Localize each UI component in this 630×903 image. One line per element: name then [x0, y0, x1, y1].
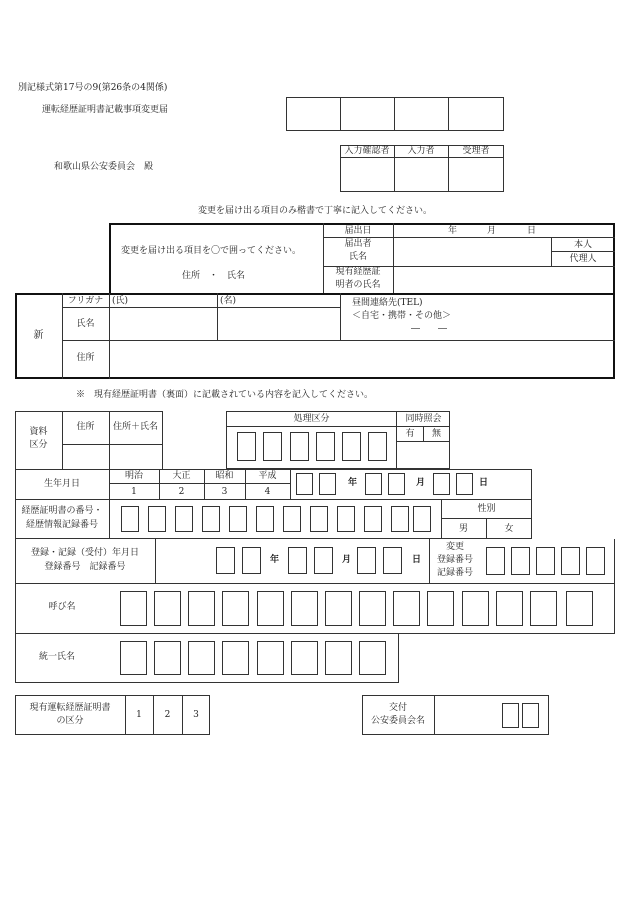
change-number-box[interactable] — [536, 547, 555, 575]
era-heisei: 平成 — [258, 471, 277, 481]
self-option[interactable]: 本人 — [573, 240, 592, 250]
process-label: 処理区分 — [293, 414, 330, 424]
circle-instruction: 変更を届け出る項目を〇で囲ってください。 — [121, 246, 302, 256]
contact-dashes: ― ― — [411, 324, 448, 334]
filer-label-1: 届出者 — [344, 239, 372, 249]
registration-year-box[interactable] — [242, 547, 261, 574]
address-label: 住所 — [76, 353, 95, 363]
birth-day-box[interactable] — [433, 473, 450, 495]
cert-number-box[interactable] — [202, 506, 220, 532]
yobina-box[interactable] — [496, 591, 523, 626]
birth-day-unit: 日 — [479, 478, 489, 488]
agent-option[interactable]: 代理人 — [569, 254, 597, 264]
unified-name-box[interactable] — [154, 641, 181, 675]
issuer-box-field[interactable] — [522, 703, 539, 728]
change-registration-label: 登録番号 — [436, 555, 473, 565]
unified-name-box[interactable] — [222, 641, 249, 675]
yobina-box[interactable] — [325, 591, 352, 626]
yobina-box[interactable] — [359, 591, 386, 626]
registration-day-box[interactable] — [357, 547, 376, 574]
change-number-box[interactable] — [486, 547, 505, 575]
unified-name-box[interactable] — [359, 641, 386, 675]
era-code-3[interactable]: 3 — [221, 487, 228, 497]
era-showa: 昭和 — [215, 471, 234, 481]
notice-back: ※ 現有経歴証明書（裏面）に記載されている内容を記入してください。 — [76, 390, 374, 400]
unified-name-box[interactable] — [291, 641, 318, 675]
cert-number-box[interactable] — [337, 506, 355, 532]
gender-female[interactable]: 女 — [504, 524, 514, 534]
receiver-label: 受理者 — [462, 146, 490, 156]
change-items: 住所 ・ 氏名 — [182, 271, 246, 281]
cert-number-box[interactable] — [148, 506, 166, 532]
new-address-field[interactable] — [110, 341, 614, 378]
change-record-label: 記録番号 — [436, 568, 473, 578]
registration-year-box[interactable] — [216, 547, 235, 574]
simultaneous-label: 同時照会 — [405, 414, 442, 424]
birth-day-box[interactable] — [456, 473, 473, 495]
date-month-unit: 月 — [487, 226, 497, 236]
date-day-unit: 日 — [527, 226, 537, 236]
change-number-box[interactable] — [511, 547, 530, 575]
holder-label-2: 明者の氏名 — [335, 280, 381, 290]
date-year-unit: 年 — [448, 226, 458, 236]
birth-year-unit: 年 — [348, 478, 358, 488]
era-code-2[interactable]: 2 — [178, 487, 185, 497]
yobina-box[interactable] — [566, 591, 593, 626]
change-number-box[interactable] — [586, 547, 605, 575]
unified-name-box[interactable] — [188, 641, 215, 675]
cert-number-box[interactable] — [256, 506, 274, 532]
registration-day-unit: 日 — [412, 555, 422, 565]
given-name-field[interactable] — [218, 308, 339, 339]
material-label-1: 資料 — [29, 427, 48, 437]
yobina-box[interactable] — [393, 591, 420, 626]
registration-label-1: 登録・記録（受付）年月日 — [30, 548, 139, 558]
cert-number-box[interactable] — [364, 506, 382, 532]
registration-month-unit: 月 — [342, 555, 352, 565]
birth-month-box[interactable] — [388, 473, 405, 495]
process-box[interactable] — [237, 432, 256, 461]
yobina-box[interactable] — [154, 591, 181, 626]
yobina-box[interactable] — [257, 591, 284, 626]
issuer-label-2: 公安委員会名 — [370, 716, 425, 726]
cert-label-2: 経歴情報記録番号 — [25, 520, 98, 530]
birth-month-unit: 月 — [416, 478, 426, 488]
unified-name-box[interactable] — [325, 641, 352, 675]
gender-label: 性別 — [477, 504, 496, 514]
cert-label-1: 経歴証明書の番号・ — [21, 506, 103, 516]
yobina-box[interactable] — [120, 591, 147, 626]
instruction-top: 変更を届け出る項目のみ楷書で丁寧に記入してください。 — [197, 206, 432, 216]
birth-year-box[interactable] — [296, 473, 313, 495]
registration-month-box[interactable] — [288, 547, 307, 574]
surname-label: (氏) — [112, 296, 129, 306]
material-label-2: 区分 — [29, 440, 48, 450]
office-address-label: 住所 — [76, 422, 95, 432]
class-option-1[interactable]: 1 — [136, 710, 142, 720]
era-meiji: 明治 — [124, 471, 143, 481]
process-box[interactable] — [290, 432, 309, 461]
addressee: 和歌山県公安委員会 殿 — [54, 162, 154, 172]
unified-name-box[interactable] — [257, 641, 284, 675]
yobina-box[interactable] — [427, 591, 454, 626]
change-label: 変更 — [445, 542, 464, 552]
issuer-label-1: 交付 — [388, 703, 407, 713]
given-name-label: (名) — [220, 296, 237, 306]
gender-male[interactable]: 男 — [458, 524, 468, 534]
inputter-label: 入力者 — [407, 146, 435, 156]
new-side-label: 新 — [33, 330, 44, 341]
yobina-box[interactable] — [222, 591, 249, 626]
change-number-box[interactable] — [561, 547, 580, 575]
era-taisho: 大正 — [172, 471, 191, 481]
office-address-name-label: 住所＋氏名 — [112, 422, 158, 432]
cert-number-box[interactable] — [175, 506, 193, 532]
registration-label-2: 登録番号 記録番号 — [44, 562, 126, 572]
no-option[interactable]: 無 — [431, 429, 441, 439]
unified-name-box[interactable] — [120, 641, 147, 675]
registration-month-box[interactable] — [314, 547, 333, 574]
birth-label: 生年月日 — [43, 479, 80, 489]
cert-number-box[interactable] — [229, 506, 247, 532]
current-class-label-1: 現有運転経歴証明書 — [29, 703, 111, 713]
furigana-label: フリガナ — [67, 296, 104, 306]
form-number: 別記様式第17号の9(第26条の4関係) — [18, 83, 168, 93]
input-confirmer-label: 入力確認者 — [344, 146, 390, 156]
registration-year-unit: 年 — [270, 555, 280, 565]
yobina-box[interactable] — [188, 591, 215, 626]
surname-field[interactable] — [110, 308, 216, 339]
yobina-label: 呼び名 — [48, 602, 76, 612]
issuer-box-field[interactable] — [502, 703, 519, 728]
cert-number-box[interactable] — [391, 506, 409, 532]
yes-option[interactable]: 有 — [405, 429, 415, 439]
filer-label-2: 氏名 — [348, 252, 367, 262]
notice-date-label: 届出日 — [344, 226, 372, 236]
contact-label: 昼間連絡先(TEL) — [352, 298, 423, 308]
class-option-2[interactable]: 2 — [164, 710, 171, 720]
cert-number-box[interactable] — [413, 506, 431, 532]
yobina-box[interactable] — [462, 591, 489, 626]
class-option-3[interactable]: 3 — [193, 710, 199, 720]
current-class-label-2: の区分 — [56, 716, 84, 726]
yobina-box[interactable] — [291, 591, 318, 626]
holder-label-1: 現有経歴証 — [335, 267, 381, 277]
form-title: 運転経歴証明書記載事項変更届 — [42, 105, 169, 115]
contact-types: ＜自宅・携帯・その他＞ — [352, 311, 452, 321]
cert-number-box[interactable] — [283, 506, 301, 532]
birth-month-box[interactable] — [365, 473, 382, 495]
birth-year-box[interactable] — [319, 473, 336, 495]
cert-number-box[interactable] — [310, 506, 328, 532]
yobina-box[interactable] — [530, 591, 557, 626]
process-box[interactable] — [263, 432, 282, 461]
process-box[interactable] — [342, 432, 361, 461]
era-code-4[interactable]: 4 — [264, 487, 271, 497]
process-box[interactable] — [368, 432, 387, 461]
unified-name-label: 統一氏名 — [38, 652, 75, 662]
name-label: 氏名 — [76, 319, 95, 329]
process-box[interactable] — [316, 432, 335, 461]
era-code-1[interactable]: 1 — [131, 487, 137, 497]
cert-number-box[interactable] — [121, 506, 139, 532]
registration-day-box[interactable] — [383, 547, 402, 574]
